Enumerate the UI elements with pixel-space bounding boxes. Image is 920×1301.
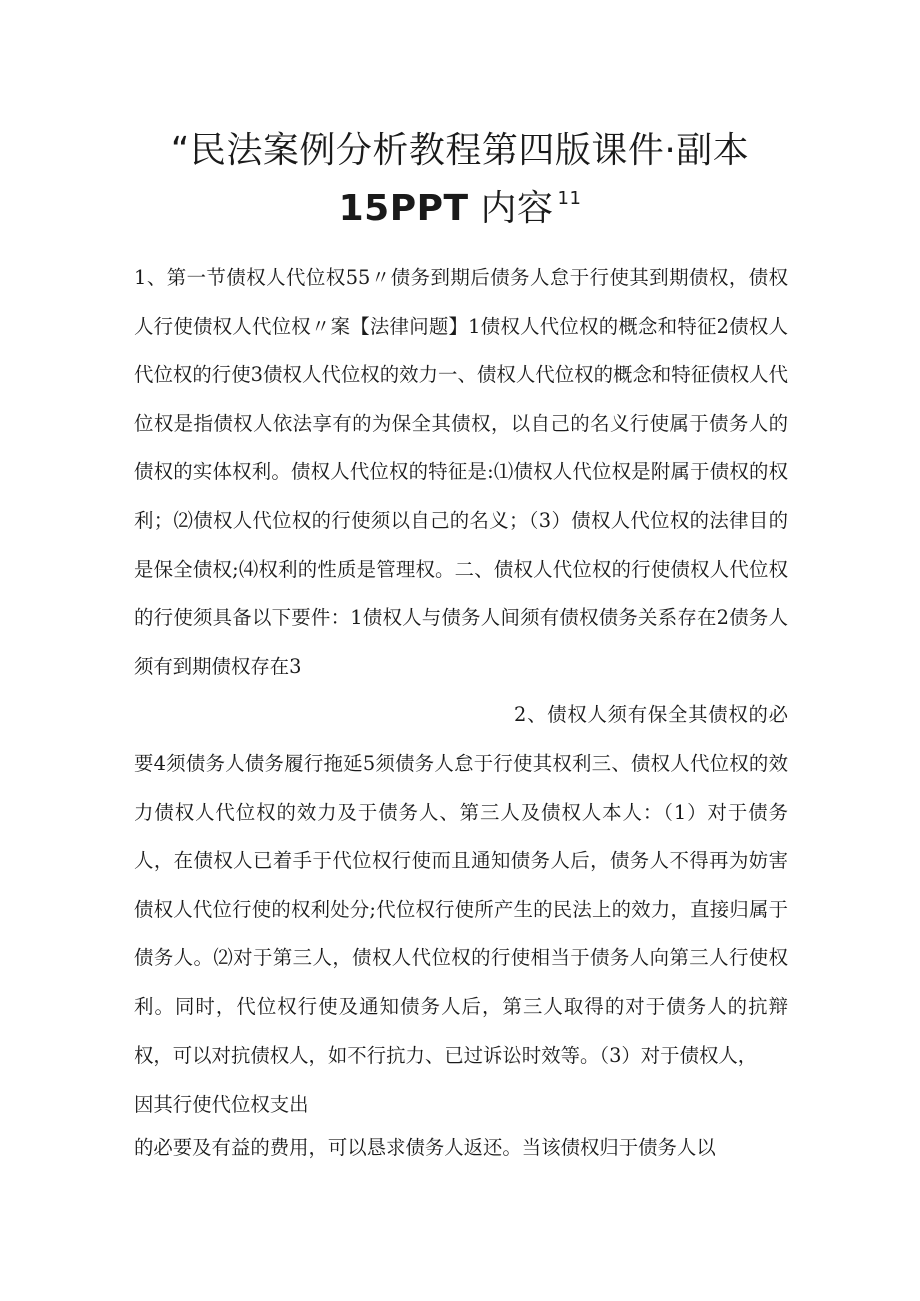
document-body bbox=[134, 254, 788, 1080]
document-title-line2 bbox=[0, 180, 920, 231]
tail-line-2: 的必要及有益的费用，可以恳求债务人返还。当该债权归于债务人以 bbox=[134, 1136, 716, 1159]
tail-line-1: 因其行使代位权支出 bbox=[134, 1093, 309, 1116]
document-title-line1: “民法案例分析教程第四版课件·副本 bbox=[170, 130, 750, 171]
document-tail bbox=[134, 1085, 788, 1168]
paragraph-1: 1、第一节债权人代位权55〃债务到期后债务人怠于行使其到期债权，债权人行使债权人代位权〃案【法律问题】1债权人代位权的概念和特征2债权人代位权的行使3债权人代位权的效力一、债权人代位权的概念和特征债权人代位权是指债权人依法享有的为保全其债权，以自己的名义行使属于债务人的债权的实体权利。债权人代位权的特征是:⑴债权人代位权是附属于债权的权利；⑵债权人代位权的行使须以自己的名义；（3）债权人代位权的法律目的是保全债权;⑷权利的性质是管理权。二、债权人代位权的行使债权人代位权的行使须具备以下要件：1债权人与债务人间须有债权债务关系存在2债务人须有到期债权存在3 bbox=[134, 266, 788, 678]
title-superscript: 11 bbox=[557, 188, 582, 209]
title-ppt-count: 15PPT bbox=[338, 188, 469, 229]
paragraph-2: 2、债权人须有保全其债权的必要4须债务人债务履行拖延5须债务人怠于行使其权利三、债权人代位权的效力债权人代位权的效力及于债务人、第三人及债权人本人：（1）对于债务人，在债权人已着手于代位权行使而且通知债务人后，债务人不得再为妨害债权人代位行使的权利处分;代位权行使所产生的民法上的效力，直接归属于债务人。⑵对于第三人，债权人代位权的行使相当于债务人向第三人行使权利。同时，代位权行使及通知债务人后，第三人取得的对于债务人的抗辩权，可以对抗债权人，如不行抗力、已过诉讼时效等。（3）对于债权人， bbox=[134, 703, 788, 1067]
title-content-word: 内容 bbox=[480, 188, 554, 229]
